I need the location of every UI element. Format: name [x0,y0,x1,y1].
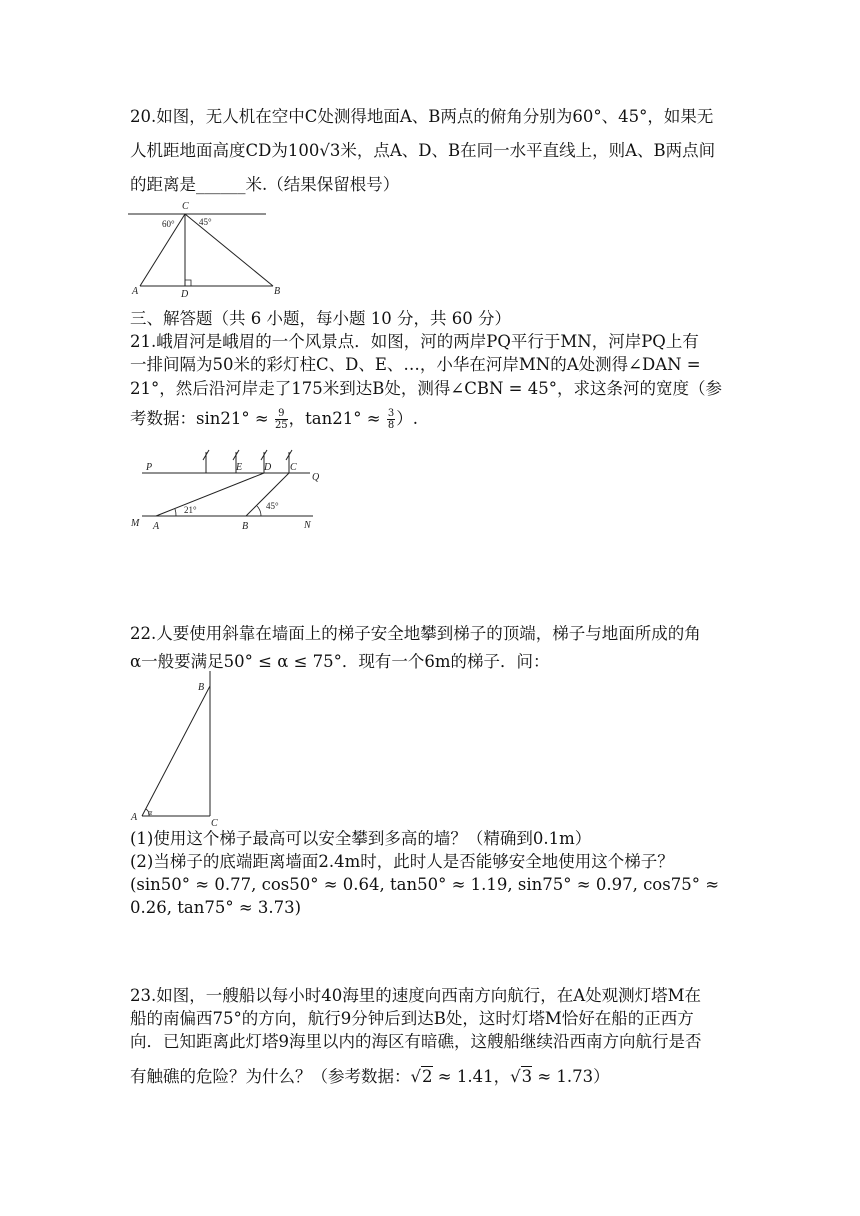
q21-ref-suffix: ）. [396,409,418,428]
q21-label-m: M [131,518,140,529]
q23-line-1: 23.如图，一艘船以每小时40海里的速度向西南方向航行，在A处观测灯塔M在 [130,986,702,1005]
q21-label-q: Q [312,472,320,483]
q22-ladder-ab [142,686,210,816]
q21-ref-mid: ，tan21° ≈ [288,409,386,428]
q20-label-d: D [181,289,189,300]
q23-sqrt-2: 2 [422,1067,433,1086]
q21-line-4 [130,408,740,431]
q22-label-a: A [131,812,138,823]
q21-label-a: A [153,521,160,532]
q22-reference-data-1: (sin50° ≈ 0.77, cos50° ≈ 0.64, tan50° ≈ 1.19, sin75° ≈ 0.97, cos75° ≈ [130,875,720,894]
q21-ref-prefix: 考数据：sin21° ≈ [130,409,274,428]
q21-label-p: P [146,462,153,473]
q21-label-d: D [264,462,272,473]
q23-line-4 [130,1066,740,1088]
fraction-denominator: 25 [274,420,288,431]
q22-line-2: α一般要满足50° ≤ α ≤ 75°．现有一个6m的梯子．问： [130,652,550,671]
q22-reference-data-2: 0.26, tan75° ≈ 3.73) [130,898,302,917]
q20-label-b: B [274,286,281,297]
q22-label-b: B [198,682,205,693]
q20-right-angle-mark [185,280,191,286]
q21-figure [128,440,328,535]
fraction-denominator: 8 [387,420,395,431]
q20-label-c: C [182,201,189,212]
q21-lamp-posts [203,450,292,473]
q22-subquestion-1: (1)使用这个梯子最高可以安全攀到多高的墙？（精确到0.1m） [130,829,592,848]
q20-angle-60: 60° [162,219,175,229]
section-3-heading: 三、解答题（共 6 小题，每小题 10 分，共 60 分） [130,309,511,328]
q23-line-3: 向．已知距离此灯塔9海里以内的海区有暗礁，这艘船继续沿西南方向航行是否 [130,1032,702,1051]
q21-fraction-3-8 [387,408,395,431]
q21-angle-45: 45° [266,501,279,511]
q22-label-c: C [211,818,218,829]
q23-line-2: 船的南偏西75°的方向，航行9分钟后到达B处，这时灯塔M恰好在船的正西方 [130,1009,694,1028]
q23-ref-mid: ≈ 1.41，√ [432,1067,521,1086]
q21-label-e: E [236,462,243,473]
q20-figure [128,198,281,300]
q21-line-ad [156,473,264,516]
q21-angle-21: 21° [184,505,197,515]
q22-figure [128,668,228,828]
q20-label-a: A [132,286,139,297]
q22-label-alpha: α [148,808,153,817]
q21-fraction-9-25 [275,408,288,431]
fraction-numerator: 9 [275,408,288,420]
q21-line-1: 21.峨眉河是峨眉的一个风景点．如图，河的两岸PQ平行于MN，河岸PQ上有 [130,332,699,351]
fraction-numerator: 3 [387,408,395,419]
q21-line-3: 21°，然后沿河岸走了175米到达B处，测得∠CBN = 45°，求这条河的宽度（参 [130,379,722,398]
q21-angle-arc-b [257,506,261,516]
q20-line-2: 人机距地面高度CD为100√3米，点A、D、B在同一水平直线上，则A、B两点间 [130,141,716,160]
q23-ref-suffix: ≈ 1.73） [532,1067,610,1086]
q21-line-2: 一排间隔为50米的彩灯柱C、D、E、…，小华在河岸MN的A处测得∠DAN = [130,355,701,374]
q21-angle-arc-a [175,509,176,516]
q20-line-1: 20.如图，无人机在空中C处测得地面A、B两点的俯角分别为60°、45°，如果无 [130,107,714,126]
q23-ref-prefix: 有触礁的危险？为什么？（参考数据：√ [130,1067,422,1086]
q20-angle-45: 45° [199,217,212,227]
q21-label-c: C [290,462,297,473]
q22-subquestion-2: (2)当梯子的底端距离墙面2.4m时，此时人是否能够安全地使用这个梯子？ [130,852,674,871]
q20-line-3: 的距离是______米.（结果保留根号） [130,175,400,194]
q23-sqrt-3: 3 [521,1067,533,1086]
q22-line-1: 22.人要使用斜靠在墙面上的梯子安全地攀到梯子的顶端，梯子与地面所成的角 [130,624,701,643]
q21-label-n: N [304,520,311,531]
q21-label-b: B [242,521,249,532]
